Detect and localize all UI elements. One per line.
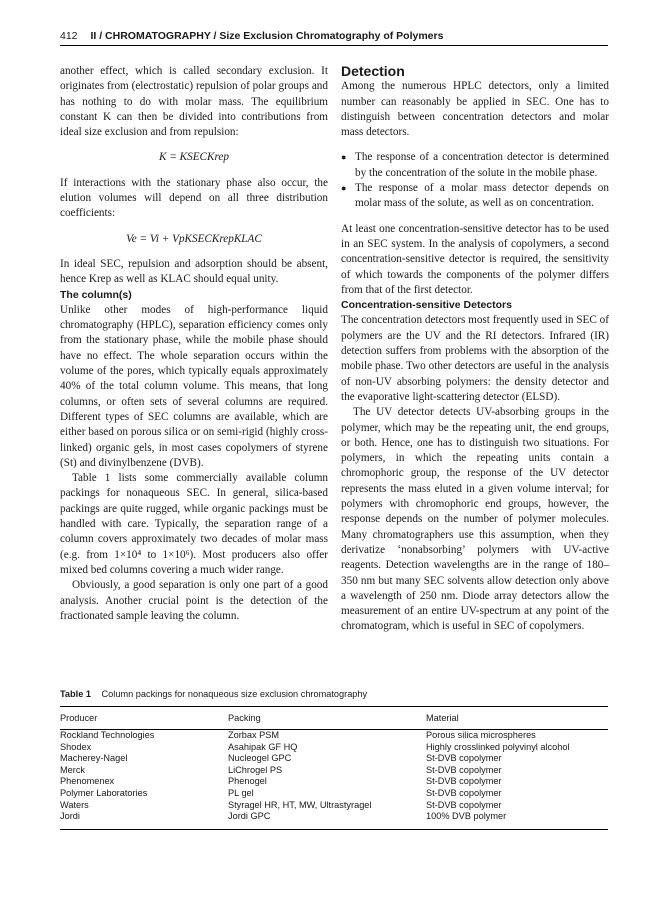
equation-2-text: Ve = Vi + VpKSECKrepKLAC (126, 232, 262, 245)
table-caption-text: Column packings for nonaqueous size exclusion chromatography (101, 689, 368, 699)
running-header (60, 30, 608, 42)
table-cell: Jordi GPC (228, 811, 271, 822)
paragraph: Unlike other modes of high-performance liquid chromatography (HPLC), separation efficiency comes only from the stationary phase, while the mobile phase should have no effect. The whole separation occurs within the volume of the pores, which typically equals approximately 40% of the total column volume. This means, that long columns, or often sets of several columns are required. Different types of SEC columns are available, which are either based on porous silica or on semi-rigid (highly cross-linked) organic gels, in most cases copolymers of styrene (St) and divinylbenzene (DVB). (60, 303, 328, 469)
table-cell: Porous silica microspheres (426, 730, 536, 740)
table-row (60, 742, 608, 754)
paragraph: At least one concentration-sensitive detector has to be used in an SEC system. In the analysis of copolymers, a second concentration-sensitive detector is required, the sensitivity of which towards the components of the polymer differs from that of the first detector. (341, 222, 609, 296)
table-cell: St-DVB copolymer (426, 787, 502, 798)
table-row (60, 811, 608, 829)
table-cell: St-DVB copolymer (426, 753, 502, 764)
table-cell: St-DVB copolymer (426, 764, 502, 775)
table-cell: St-DVB copolymer (426, 776, 502, 787)
section-heading-column: The column(s) (60, 288, 132, 301)
table-cell: Waters (60, 799, 89, 810)
table-cell: Highly crosslinked polyvinyl alcohol (426, 741, 570, 752)
packings-table (60, 707, 608, 829)
table-label: Table 1 (60, 689, 91, 699)
page-number: 412 (60, 30, 78, 42)
table-cell: 100% DVB polymer (426, 811, 507, 822)
table-cell: Asahipak GF HQ (228, 741, 298, 752)
table-cell: PL gel (228, 787, 254, 798)
paragraph: If interactions with the stationary phase also occur, the elution volumes will depend on all three distribution coefficients: (60, 176, 328, 220)
table-cell: St-DVB copolymer (426, 799, 502, 810)
table-cell: Styragel HR, HT, MW, Ultrastyragel (228, 799, 372, 810)
table-cell: Phenogel (228, 776, 267, 787)
table-row (60, 776, 608, 788)
table-1 (60, 689, 608, 830)
equation-2 (60, 232, 328, 247)
paragraph: another effect, which is called secondary exclusion. It originates from (electrostatic) repulsion of polar groups and has nothing to do with molar mass. The equilibrium constant K can then be divided into contributions from ideal size exclusion and from repulsion: (60, 65, 328, 139)
column-header: Producer (60, 713, 98, 723)
running-title: II / CHROMATOGRAPHY / Size Exclusion Chromatography of Polymers (90, 30, 444, 42)
list-item: ● The response of a molar mass detector depends on molar mass of the solute, as well as on concentration. (341, 181, 609, 212)
table-row (60, 800, 608, 812)
paragraph: Obviously, a good separation is only one part of a good analysis. Another crucial point is the detection of the fractionated sample leaving the column. (60, 579, 328, 622)
table-cell: Rockland Technologies (60, 730, 155, 740)
subsection-heading: Concentration-sensitive Detectors (341, 299, 512, 312)
table-header-row (60, 707, 608, 729)
equation-1 (60, 150, 328, 165)
table-cell: Zorbax PSM (228, 730, 280, 740)
left-column (60, 64, 328, 624)
table-cell: Nucleogel GPC (228, 753, 292, 764)
paragraph: The concentration detectors most frequently used in SEC of polymers are the UV and the RI detectors. Infrared (IR) detection suffers from problems with the absorption of the mobile phase. Two other detectors are useful in the analysis of non-UV absorbing polymers: the density detector and the evaporative light-scattering detector (ELSD). (341, 314, 609, 403)
table-cell: Macherey-Nagel (60, 753, 128, 764)
table-row (60, 730, 608, 742)
column-header: Packing (228, 713, 261, 723)
header-rule (60, 45, 608, 46)
table-caption (60, 689, 608, 699)
table-cell: Shodex (60, 741, 92, 752)
paragraph: Table 1 lists some commercially available column packings for nonaqueous SEC. In general, silica-based packings are quite rugged, while organic packings must be handled with care. Typically, the separation range of a column covers approximately two decades of molar mass (e.g. from 1×10⁴ to 1×10⁶). Most producers also offer mixed bed columns covering a much wider range. (60, 472, 328, 576)
column-header: Material (426, 713, 459, 723)
table-row (60, 753, 608, 765)
list-item: ● The response of a concentration detector is determined by the concentration of the solute in the mobile phase. (341, 150, 609, 181)
right-column (341, 64, 609, 635)
equation-1-text: K = KSECKrep (159, 151, 229, 164)
table-cell: Phenomenex (60, 776, 115, 787)
table-row (60, 788, 608, 800)
table-cell: Merck (60, 764, 86, 775)
table-cell: Jordi (60, 811, 80, 822)
bullet-list (341, 150, 609, 211)
table-row (60, 765, 608, 777)
table-cell: LiChrogel PS (228, 764, 283, 775)
paragraph: Among the numerous HPLC detectors, only a limited number can reasonably be applied in SEC. One has to distinguish between concentration detectors and molar mass detectors. (341, 80, 609, 139)
table-cell: Polymer Laboratories (60, 787, 148, 798)
table-bottom-rule (60, 829, 608, 830)
section-heading-detection: Detection (341, 63, 405, 79)
paragraph: The UV detector detects UV-absorbing groups in the polymer, which may be the repeating unit, the end groups, or both. Hence, one has to distinguish two situations. For polymers, in which the repeating units contain a chromophoric group, the response of the UV detector represents the mass eluted in a given volume interval; for polymers with chromophoric end groups, however, the response depends on the number of polymer molecules. Many chromatographers use this assumption, when they derivatize ‘nonabsorbing’ polymers with UV-active reagents. Detection wavelengths are in the range of 180–350 nm but many SEC solvents allow detection only above a wavelength of 250 nm. Diode array detectors allow the measurement of an entire UV-spectrum at any point of the chromatogram, which is useful in SEC of copolymers. (341, 406, 609, 633)
paragraph: In ideal SEC, repulsion and adsorption should be absent, hence Krep as well as KLAC should equal unity. (60, 257, 328, 286)
